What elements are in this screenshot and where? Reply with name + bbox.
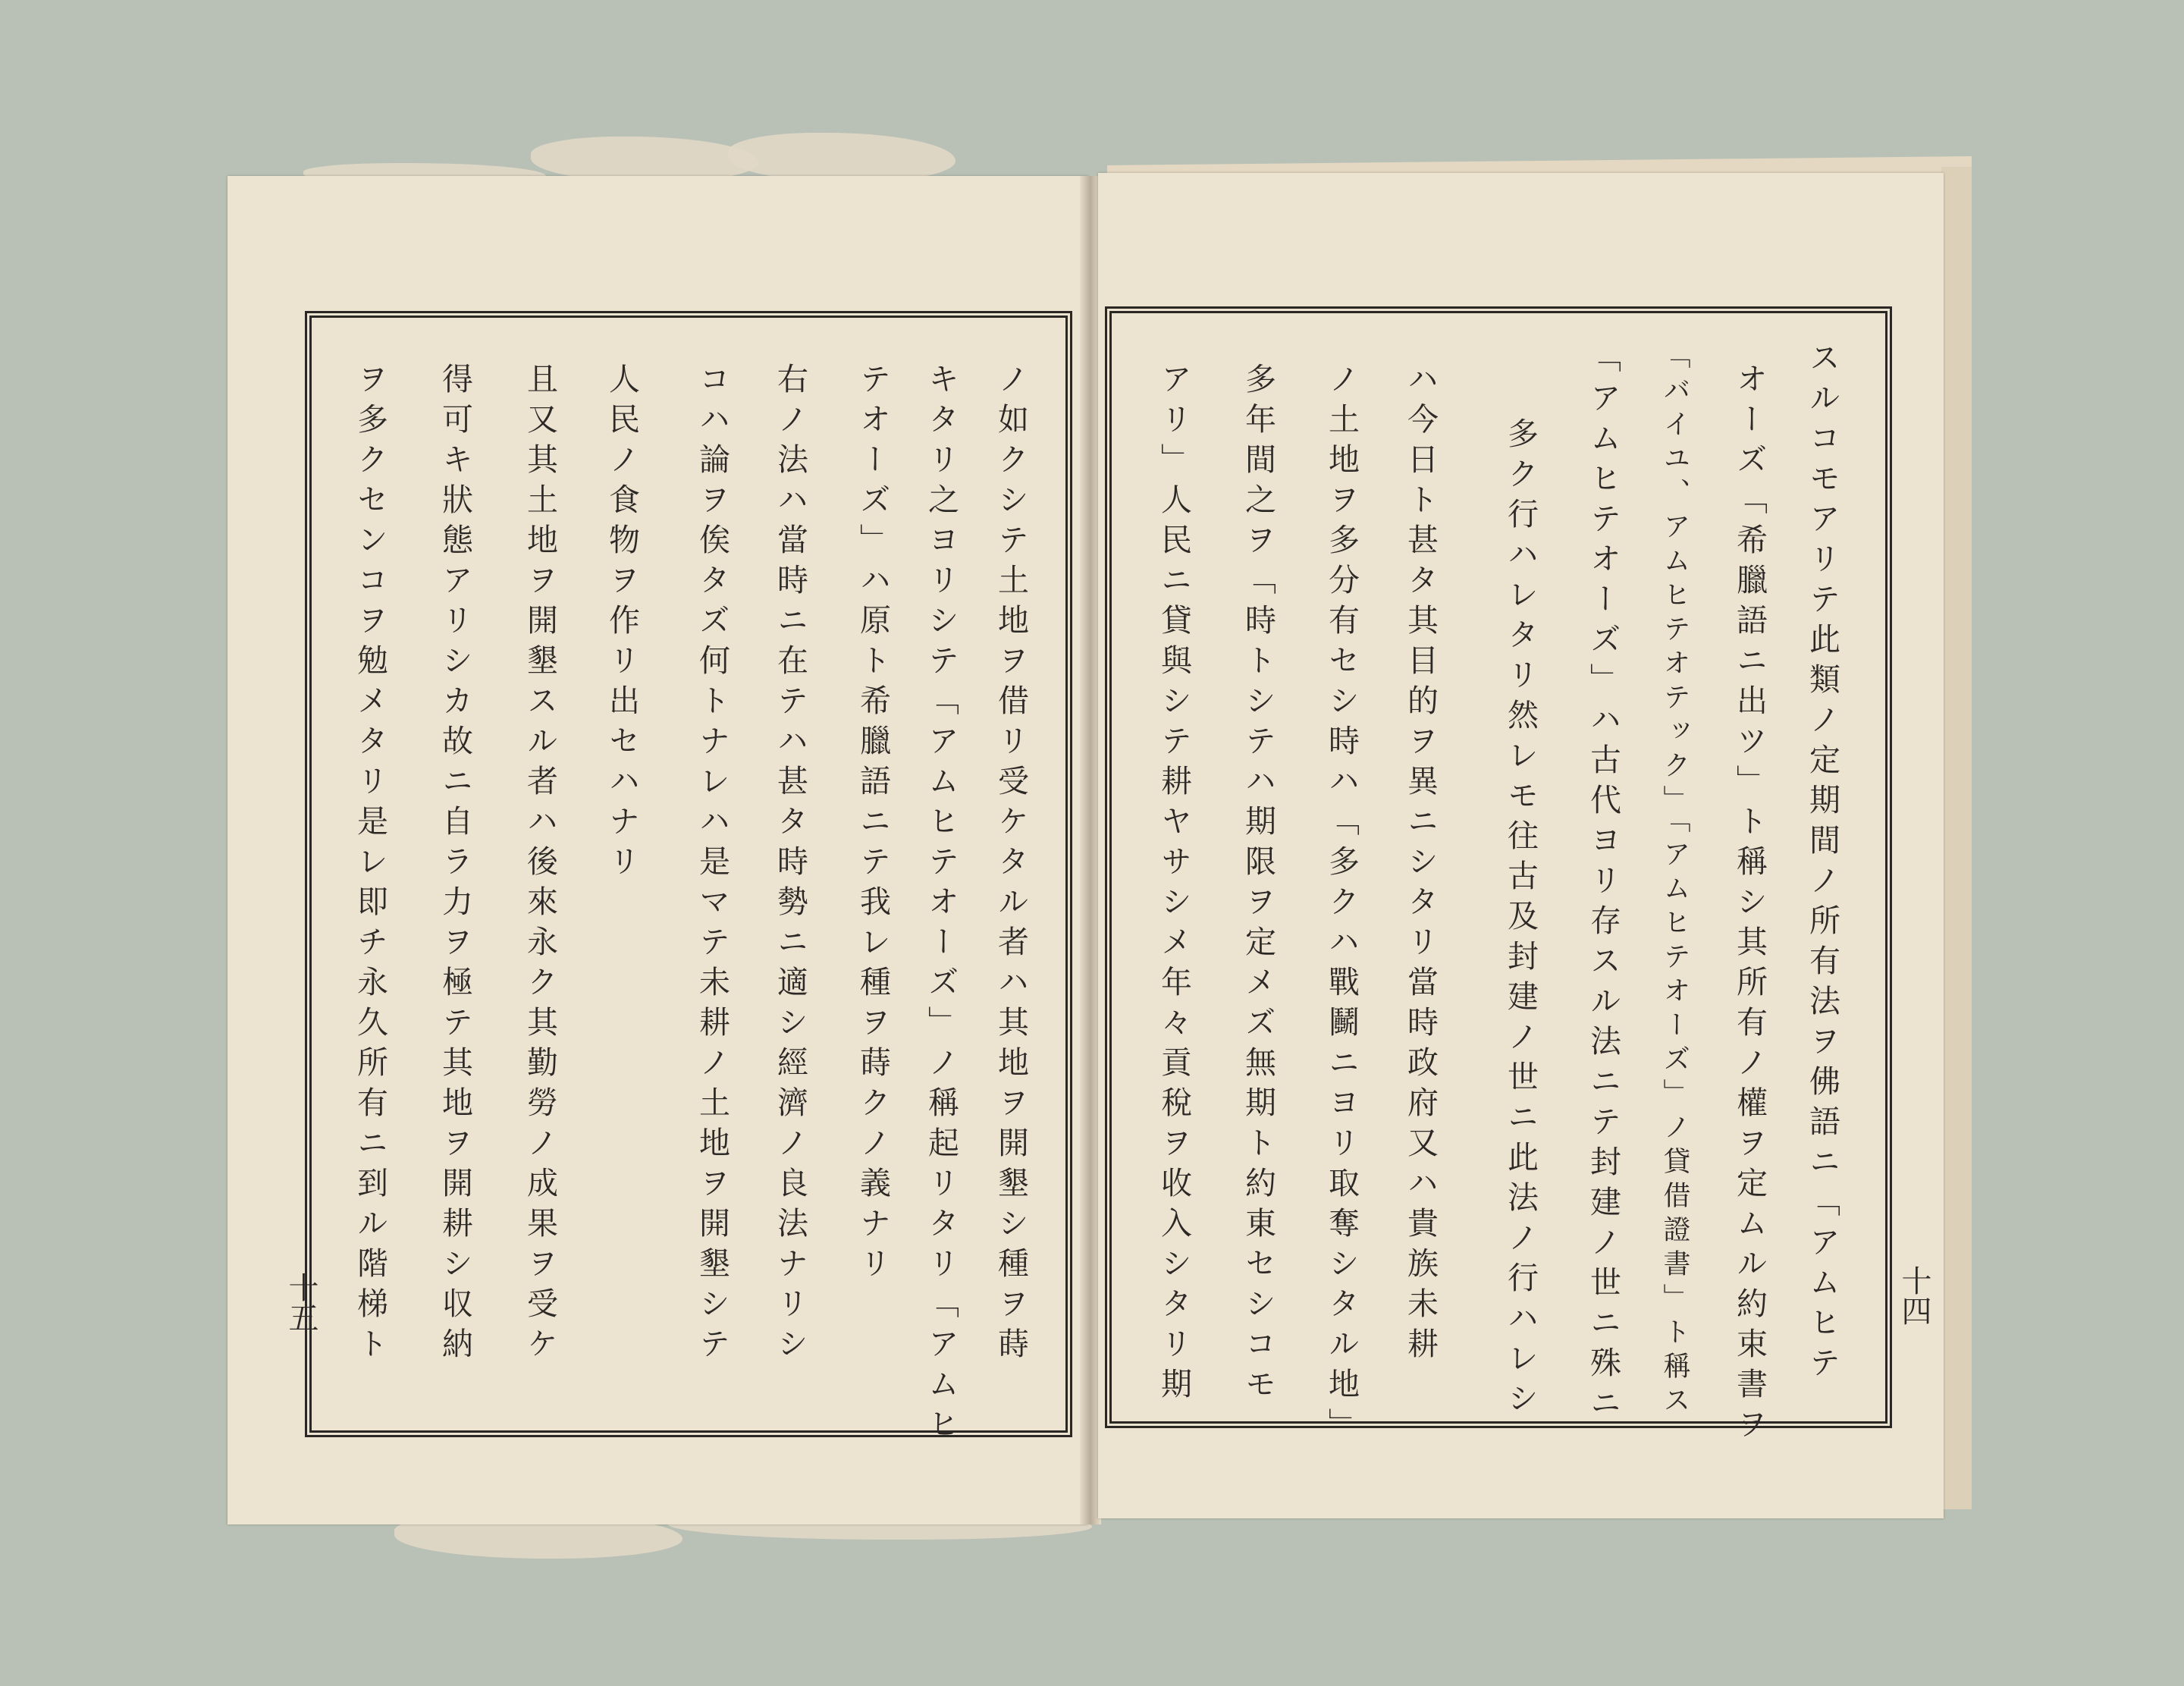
text-column: 得可キ狀態アリシカ故ニ自ラ力ヲ極テ其地ヲ開耕シ収納 bbox=[437, 363, 473, 1367]
text-column: スルコモアリテ此類ノ定期間ノ所有法ヲ佛語ニ「アムヒテ bbox=[1804, 341, 1840, 1386]
text-column: ノ土地ヲ多分有セシ時ハ「多クハ戰鬭ニヨリ取奪シタル地」 bbox=[1323, 363, 1360, 1448]
text-column: コハ論ヲ俟タズ何トナレハ是マテ未耕ノ土地ヲ開墾シテ bbox=[694, 363, 730, 1367]
text-column: アリ」人民ニ貸與シテ耕ヤサシメ年々貢稅ヲ收入シタリ期 bbox=[1156, 363, 1192, 1408]
text-column: キタリ之ヨリシテ「アムヒテオーズ」ノ稱起リタリ「アムヒ bbox=[923, 363, 959, 1448]
text-column: 多年間之ヲ「時トシテハ期限ヲ定メズ無期ト約東セシコモ bbox=[1240, 363, 1276, 1408]
text-column: 且又其土地ヲ開墾スル者ハ後來永ク其勤勞ノ成果ヲ受ケ bbox=[522, 363, 558, 1367]
page-number: 十四 bbox=[1897, 1265, 1931, 1326]
right-page-frame bbox=[1105, 306, 1892, 1428]
page-number: 十五 bbox=[284, 1272, 318, 1333]
text-column: 「アムヒテオーズ」ハ古代ヨリ存スル法ニテ封建ノ世ニ殊ニ bbox=[1585, 341, 1621, 1427]
page-stack-edge bbox=[1941, 167, 1972, 1509]
text-column: ノ如クシテ土地ヲ借リ受ケタル者ハ其地ヲ開墾シ種ヲ蒔 bbox=[993, 363, 1029, 1367]
text-column: 右ノ法ハ當時ニ在テハ甚タ時勢ニ適シ經濟ノ良法ナリシ bbox=[772, 363, 808, 1367]
text-column: 多ク行ハレタリ然レモ往古及封建ノ世ニ此法ノ行ハレシ bbox=[1502, 417, 1539, 1422]
text-column: ハ今日ト甚タ其目的ヲ異ニシタリ當時政府又ハ貴族未耕 bbox=[1402, 363, 1439, 1367]
text-column: 人民ノ食物ヲ作リ出セハナリ bbox=[604, 363, 640, 885]
text-column: テオーズ」ハ原ト希臘語ニテ我レ種ヲ蒔クノ義ナリ bbox=[855, 363, 891, 1287]
text-column: ヲ多クセンコヲ勉メタリ是レ即チ永久所有ニ到ル階梯ト bbox=[352, 363, 388, 1367]
text-column: オーズ「希臘語ニ出ツ」ト稱シ其所有ノ權ヲ定ムル約束書ヲ bbox=[1731, 363, 1768, 1448]
torn-paper-top bbox=[728, 133, 956, 182]
torn-paper-top bbox=[531, 137, 758, 182]
text-column: 「バイユ、アムヒテオテック」「アムヒテオーズ」ノ貸借證書」ト稱ス bbox=[1659, 341, 1690, 1420]
